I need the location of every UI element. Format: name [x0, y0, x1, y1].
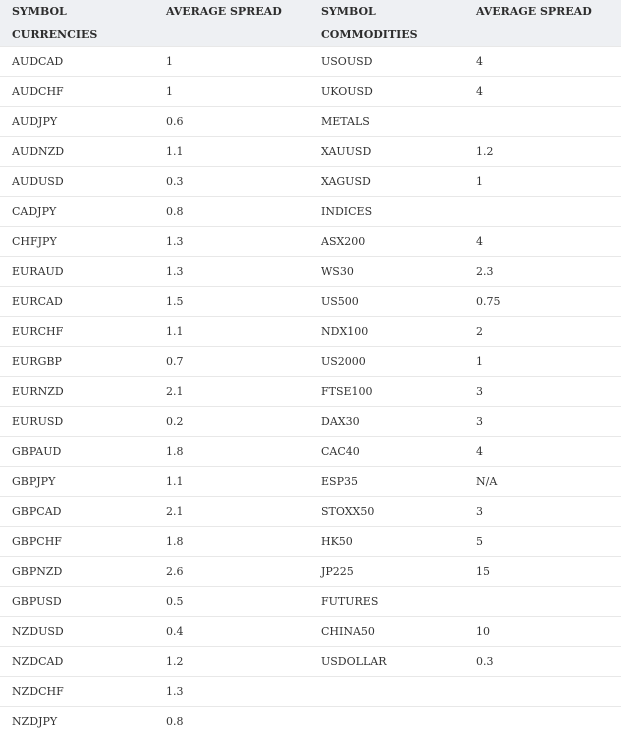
cell-average-spread: 0.6: [154, 107, 309, 137]
cell-symbol: NZDUSD: [0, 617, 154, 647]
cell-symbol: GBPCHF: [0, 527, 154, 557]
cell-average-spread: 3: [464, 497, 621, 527]
cell-average-spread: 1.1: [154, 467, 309, 497]
cell-symbol: AUDCAD: [0, 47, 154, 77]
cell-average-spread: 10: [464, 617, 621, 647]
cell-symbol: JP225: [309, 557, 464, 587]
cell-symbol: STOXX50: [309, 497, 464, 527]
cell-average-spread: N/A: [464, 467, 621, 497]
table-row: [0, 677, 621, 707]
cell-average-spread: 0.75: [464, 287, 621, 317]
cell-average-spread: 0.2: [154, 407, 309, 437]
cell-average-spread: [464, 707, 621, 737]
cell-average-spread: 0.3: [464, 647, 621, 677]
table-row: [0, 287, 621, 317]
cell-average-spread: 4: [464, 227, 621, 257]
cell-average-spread: 1.5: [154, 287, 309, 317]
cell-symbol: NZDJPY: [0, 707, 154, 737]
cell-symbol: EURCHF: [0, 317, 154, 347]
table-header-row: [0, 0, 621, 22]
cell-average-spread: 3: [464, 407, 621, 437]
cell-symbol: XAGUSD: [309, 167, 464, 197]
cell-symbol: FUTURES: [309, 587, 464, 617]
cell-symbol: GBPNZD: [0, 557, 154, 587]
table-row: [0, 347, 621, 377]
cell-average-spread: 1.2: [154, 647, 309, 677]
cell-symbol: GBPCAD: [0, 497, 154, 527]
cell-symbol: USOUSD: [309, 47, 464, 77]
table-row: [0, 617, 621, 647]
cell-average-spread: 2.1: [154, 497, 309, 527]
cell-symbol: EURGBP: [0, 347, 154, 377]
header-symbol: SYMBOL: [0, 0, 154, 22]
cell-average-spread: [464, 107, 621, 137]
cell-average-spread: 2: [464, 317, 621, 347]
table-row: [0, 47, 621, 77]
table-row: [0, 257, 621, 287]
cell-symbol: USDOLLAR: [309, 647, 464, 677]
cell-symbol: HK50: [309, 527, 464, 557]
cell-average-spread: 0.5: [154, 587, 309, 617]
cell-symbol: GBPAUD: [0, 437, 154, 467]
cell-average-spread: [464, 587, 621, 617]
cell-average-spread: 1.8: [154, 527, 309, 557]
cell-symbol: EURCAD: [0, 287, 154, 317]
table-row: [0, 407, 621, 437]
cell-average-spread: 4: [464, 47, 621, 77]
cell-average-spread: 1.3: [154, 227, 309, 257]
cell-average-spread: 5: [464, 527, 621, 557]
table-row: [0, 22, 621, 47]
cell-symbol: CHINA50: [309, 617, 464, 647]
cell-symbol: US500: [309, 287, 464, 317]
cell-average-spread: 1: [154, 47, 309, 77]
table-row: [0, 497, 621, 527]
cell-symbol: GBPUSD: [0, 587, 154, 617]
cell-symbol: AUDNZD: [0, 137, 154, 167]
table-row: [0, 587, 621, 617]
table-row: [0, 197, 621, 227]
cell-average-spread: 1.1: [154, 137, 309, 167]
header-average-spread: AVERAGE SPREAD: [154, 0, 309, 22]
cell-symbol: COMMODITIES: [309, 22, 464, 47]
table-row: [0, 137, 621, 167]
cell-average-spread: 1.3: [154, 257, 309, 287]
cell-symbol: ESP35: [309, 467, 464, 497]
cell-average-spread: 1.8: [154, 437, 309, 467]
cell-symbol: GBPJPY: [0, 467, 154, 497]
table-row: [0, 467, 621, 497]
cell-symbol: CURRENCIES: [0, 22, 154, 47]
cell-average-spread: 1: [464, 167, 621, 197]
cell-average-spread: 3: [464, 377, 621, 407]
header-average-spread: AVERAGE SPREAD: [464, 0, 621, 22]
cell-symbol: UKOUSD: [309, 77, 464, 107]
cell-symbol: US2000: [309, 347, 464, 377]
cell-average-spread: 4: [464, 437, 621, 467]
cell-average-spread: 1.2: [464, 137, 621, 167]
cell-average-spread: 0.8: [154, 197, 309, 227]
table-row: [0, 437, 621, 467]
cell-symbol: NZDCAD: [0, 647, 154, 677]
cell-average-spread: 0.4: [154, 617, 309, 647]
cell-average-spread: 0.3: [154, 167, 309, 197]
cell-symbol: AUDUSD: [0, 167, 154, 197]
table-row: [0, 377, 621, 407]
cell-average-spread: 0.7: [154, 347, 309, 377]
table-row: [0, 167, 621, 197]
table-row: [0, 107, 621, 137]
table-row: [0, 227, 621, 257]
cell-symbol: EURAUD: [0, 257, 154, 287]
cell-average-spread: 1.3: [154, 677, 309, 707]
cell-average-spread: [464, 677, 621, 707]
cell-average-spread: 0.8: [154, 707, 309, 737]
cell-average-spread: 2.1: [154, 377, 309, 407]
cell-average-spread: 4: [464, 77, 621, 107]
table-row: [0, 557, 621, 587]
cell-symbol: EURUSD: [0, 407, 154, 437]
cell-symbol: ASX200: [309, 227, 464, 257]
cell-symbol: DAX30: [309, 407, 464, 437]
cell-average-spread: 1: [464, 347, 621, 377]
cell-average-spread: 15: [464, 557, 621, 587]
cell-average-spread: [154, 22, 309, 47]
table-row: [0, 707, 621, 737]
cell-symbol: NDX100: [309, 317, 464, 347]
cell-symbol: CHFJPY: [0, 227, 154, 257]
cell-average-spread: 1.1: [154, 317, 309, 347]
cell-average-spread: 2.3: [464, 257, 621, 287]
cell-symbol: [309, 677, 464, 707]
table-row: [0, 77, 621, 107]
table-row: [0, 527, 621, 557]
table-row: [0, 317, 621, 347]
cell-symbol: AUDCHF: [0, 77, 154, 107]
cell-average-spread: 2.6: [154, 557, 309, 587]
cell-symbol: CAC40: [309, 437, 464, 467]
cell-average-spread: 1: [154, 77, 309, 107]
cell-symbol: METALS: [309, 107, 464, 137]
header-symbol: SYMBOL: [309, 0, 464, 22]
cell-symbol: NZDCHF: [0, 677, 154, 707]
cell-symbol: AUDJPY: [0, 107, 154, 137]
cell-symbol: WS30: [309, 257, 464, 287]
table-row: [0, 647, 621, 677]
table-body: [0, 22, 621, 736]
cell-symbol: INDICES: [309, 197, 464, 227]
cell-symbol: EURNZD: [0, 377, 154, 407]
cell-average-spread: [464, 197, 621, 227]
cell-symbol: CADJPY: [0, 197, 154, 227]
cell-symbol: [309, 707, 464, 737]
cell-average-spread: [464, 22, 621, 47]
cell-symbol: XAUUSD: [309, 137, 464, 167]
cell-symbol: FTSE100: [309, 377, 464, 407]
